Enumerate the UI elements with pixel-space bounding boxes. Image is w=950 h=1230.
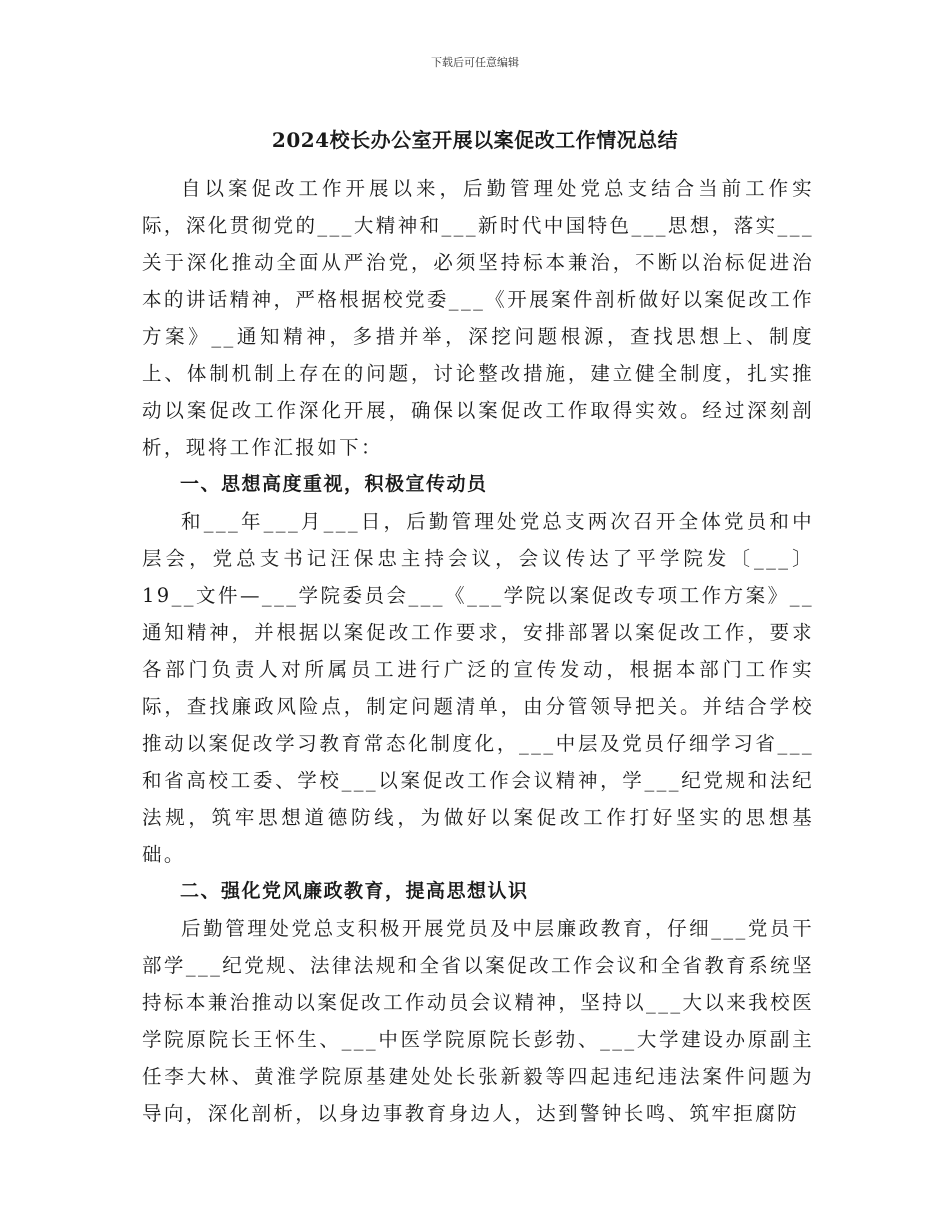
- header-note: 下载后可任意编辑: [431, 56, 519, 69]
- paragraph-section-2: 后勤管理处党总支积极开展党员及中层廉政教育，仔细___党员干部学___纪党规、法律法规和全省以案促改工作会议和全省教育系统坚持标本兼治推动以案促改工作动员会议精神，坚持以___大以来我校医学院原院长王怀生、___中医学院原院长彭勃、___大学建设办原副主任李大林、黄淮学院原基建处处长张新毅等四起违纪违法案件问题为导向，深化剖析，以身边事教育身边人，达到警钟长鸣、筑牢拒腐防: [142, 917, 814, 1125]
- document-title: 2024校长办公室开展以案促改工作情况总结: [271, 128, 679, 152]
- section-heading-1: 一、思想高度重视，积极宣传动员: [180, 473, 488, 495]
- paragraph-section-1: 和___年___月___日，后勤管理处党总支两次召开全体党员和中层会，党总支书记汪保忠主持会议，会议传达了平学院发〔___〕19__文件—___学院委员会___《___学院以案促改专项工作方案》__通知精神，并根据以案促改工作要求，安排部署以案促改工作，要求各部门负责人对所属员工进行广泛的宣传发动，根据本部门工作实际，查找廉政风险点，制定问题清单，由分管领导把关。并结合学校推动以案促改学习教育常态化制度化，___中层及党员仔细学习省___和省高校工委、学校___以案促改工作会议精神，学___纪党规和法纪法规，筑牢思想道德防线，为做好以案促改工作打好坚实的思想基础。: [142, 510, 814, 866]
- section-heading-2: 二、强化党风廉政教育，提高思想认识: [180, 880, 529, 902]
- paragraph-intro: 自以案促改工作开展以来，后勤管理处党总支结合当前工作实际，深化贯彻党的___大精神和___新时代中国特色___思想，落实___关于深化推动全面从严治党，必须坚持标本兼治，不断以治标促进治本的讲话精神，严格根据校党委___《开展案件剖析做好以案促改工作方案》__通知精神，多措并举，深挖问题根源，查找思想上、制度上、体制机制上存在的问题，讨论整改措施，建立健全制度，扎实推动以案促改工作深化开展，确保以案促改工作取得实效。经过深刻剖析，现将工作汇报如下：: [142, 177, 814, 459]
- document-body: [142, 170, 814, 1132]
